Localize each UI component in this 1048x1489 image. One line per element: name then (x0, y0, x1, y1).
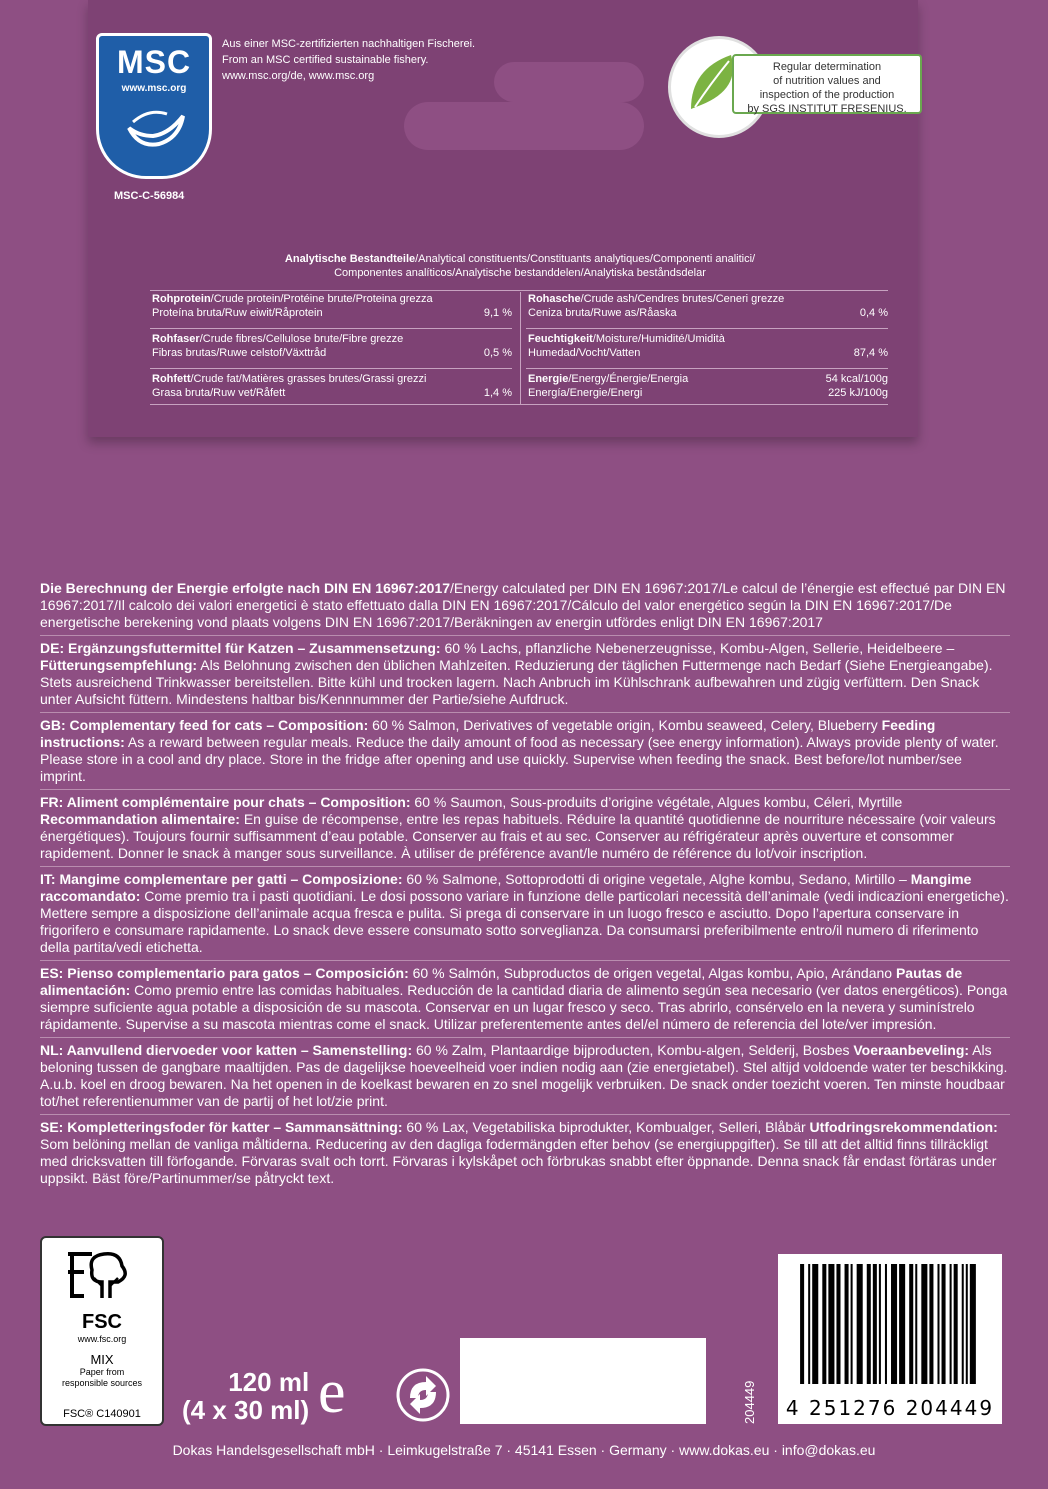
nutrient-value: 1,4 % (483, 387, 512, 399)
table-rule (526, 328, 888, 329)
nutrient-translations: /Crude fat/Matières grasses brutes/Grassi grezzi (190, 373, 427, 385)
barcode-bar (942, 1264, 946, 1384)
nutrient-translations-2: Grasa bruta/Ruw vet/Råfett (152, 387, 286, 399)
para-text: 60 % Salmone, Sottoprodotti di origine vegetale, Alghe kombu, Sedano, Mirtillo – (402, 871, 911, 887)
analytic-heading (240, 252, 800, 280)
para-bold: GB: Complementary feed for cats – Composition: (40, 717, 369, 733)
msc-code: MSC-C-56984 (114, 190, 185, 202)
nutrient-translations: /Crude ash/Cendres brutes/Ceneri grezze (580, 293, 785, 305)
volume-portions: (4 x 30 ml) (182, 1395, 310, 1425)
para-text: Als Belohnung zwischen den üblichen Mahlzeiten. Reduzierung der täglichen Futtermenge nach Bedarf (Siehe Energieangabe). Stets ausreichend Trinkwasser bereitstellen. Bitte kühl und trocken lagern. Nach Anbruch im Kühlschrank aufbewahren und zügig verfüttern. Den Snack unter Aufsicht füttern. Mindestens haltbar bis/Kennnummer der Partie/siehe Aufdruck. (40, 657, 993, 707)
sgs-badge (668, 36, 950, 132)
nutrient-value: 54 kcal/100g (825, 373, 888, 385)
volume-total: 120 ml (228, 1367, 310, 1397)
barcode-bar (822, 1264, 826, 1384)
nutrient-translations-2: Fibras brutas/Ruwe celstof/Växttråd (152, 347, 327, 359)
lang-paragraph-es (40, 965, 1010, 1038)
table-divider (520, 292, 521, 404)
para-bold: Voeraanbeveling: (853, 1042, 970, 1058)
lot-number (742, 1340, 762, 1430)
nutrient-row (152, 372, 512, 400)
para-bold: ES: Pienso complementario para gatos – Composición: (40, 965, 409, 981)
barcode-bar (921, 1264, 927, 1384)
barcode-bar (970, 1264, 976, 1384)
nutrient-translations: /Crude protein/Protéine brute/Proteina grezza (210, 293, 433, 305)
nutrient-value-kj: 225 kJ/100g (828, 387, 888, 399)
para-text: 60 % Lax, Vegetabiliska biprodukter, Kombualger, Selleri, Blåbär (402, 1119, 810, 1135)
nutrient-name: Rohfett (152, 373, 191, 385)
fsc-tree-icon (62, 1246, 142, 1304)
para-bold: NL: Aanvullend diervoeder voor katten – Samenstelling: (40, 1042, 413, 1058)
barcode-bar (954, 1264, 958, 1384)
analytic-heading-line2: Componentes analíticos/Analytische bestanddelen/Analytiska beståndsdelar (334, 267, 706, 279)
barcode-bar (800, 1264, 804, 1384)
para-bold: IT: Mangime complementare per gatti – Composizione: (40, 871, 403, 887)
para-text: As a reward between regular meals. Reduce the daily amount of food as necessary (see energy information). Always provide plenty of water. Please store in a cool and dry place. Store in the fridge after opening and use quickly. Supervise when feeding the snack. Best before/lot number/see imprint. (40, 734, 999, 784)
msc-logo-text: MSC (116, 44, 192, 80)
table-rule (150, 404, 888, 405)
barcode-bar (812, 1264, 818, 1384)
nutrient-translations: /Energy/Énergie/Energia (568, 373, 689, 385)
para-text: Som belöning mellan de vanliga måltiderna. Reducering av den dagliga fodermängden efter behov (se energiuppgifter). Se till att det alltid finns tillräckligt med dricksvatten till förfogande. Förvaras svalt och torrt. Förvaras i kylskåpet och förbrukas snabbt efter öppnande. Denna snack får endast förtäras under uppsikt. Bäst före/Partinummer/se påtryckt text. (40, 1136, 997, 1186)
msc-logo-url: www.msc.org (121, 83, 187, 94)
nutrient-name: Rohprotein (152, 293, 211, 305)
fsc-sub: responsible sources (61, 1378, 143, 1388)
barcode-bar (836, 1264, 840, 1384)
sgs-line: by SGS INSTITUT FRESENIUS. (747, 103, 907, 115)
para-text: /Energy calculated per DIN EN 16967:2017/Le calcul de l’énergie est effectué par DIN EN 16967:2017/Il calcolo dei valori energetici è stato effettuato dalla DIN EN 16967:2017/Cálculo del valor energético según la DIN EN 16967:2017/De energetische berekening vond plaats volgens DIN EN 16967:2017/Beräkningen av energin utfördes enligt DIN EN 16967:2017 (40, 580, 1006, 630)
nutrient-name: Feuchtigkeit (528, 333, 593, 345)
fsc-url: www.fsc.org (77, 1334, 127, 1344)
fsc-code: FSC® C140901 (63, 1408, 141, 1420)
lang-paragraph-de (40, 640, 1010, 713)
barcode (778, 1254, 1002, 1424)
analytic-heading-rest: /Analytical constituents/Constituants analytiques/Componenti analitici/ (415, 253, 756, 265)
e-mark-icon: e (318, 1358, 346, 1426)
barcode-bars (792, 1264, 988, 1384)
para-bold: FR: Aliment complémentaire pour chats – Composition: (40, 794, 411, 810)
product-description (40, 580, 1010, 1195)
barcode-bar (891, 1264, 897, 1384)
analytic-heading-bold: Analytische Bestandteile (284, 253, 416, 265)
msc-logo (96, 33, 212, 179)
msc-line: www.msc.org/de, www.msc.org (222, 70, 375, 82)
barcode-bar (879, 1264, 881, 1384)
sgs-line: inspection of the production (759, 89, 895, 101)
fsc-sub: Paper from (79, 1367, 125, 1377)
para-bold: Mangime raccomandato: (40, 871, 972, 904)
fsc-label (40, 1236, 164, 1426)
para-bold: Recommandation alimentaire: (40, 811, 240, 827)
nutrient-name: Rohasche (528, 293, 581, 305)
table-rule (150, 368, 512, 369)
para-bold: Pautas de alimentación: (40, 965, 963, 998)
sgs-line: Regular determination (772, 61, 882, 73)
nutrient-row (528, 332, 888, 360)
table-rule (150, 328, 512, 329)
para-text: 60 % Zalm, Plantaardige bijproducten, Kombu-algen, Selderij, Bosbes (412, 1042, 854, 1058)
sgs-text (732, 54, 922, 114)
nutrient-translations-2: Humedad/Vocht/Vatten (528, 347, 641, 359)
fsc-mix: MIX (90, 1352, 114, 1367)
barcode-bar (909, 1264, 913, 1384)
nutrient-value: 0,4 % (859, 307, 888, 319)
nutrient-translations: /Moisture/Humidité/Umidità (592, 333, 725, 345)
para-bold: SE: Kompletteringsfoder för katter – Sammansättning: (40, 1119, 403, 1135)
nutrient-translations-2: Proteína bruta/Ruw eiwit/Råprotein (152, 307, 323, 319)
para-text: 60 % Salmon, Derivatives of vegetable origin, Kombu seaweed, Celery, Blueberry (368, 717, 882, 733)
nutrient-name: Energie (528, 373, 569, 385)
para-text: 60 % Lachs, pflanzliche Nebenerzeugnisse, Kombu-Algen, Sellerie, Heidelbeere – (440, 640, 955, 656)
barcode-number: 4 251276 204449 (785, 1396, 995, 1420)
energy-paragraph (40, 580, 1010, 636)
lot-number-text: 204449 (742, 1380, 757, 1424)
nutrient-row (152, 332, 512, 360)
barcode-bar (873, 1264, 877, 1384)
nutrient-translations-2: Ceniza bruta/Ruwe as/Råaska (528, 307, 677, 319)
nutrient-row (528, 372, 888, 400)
barcode-bar (937, 1264, 939, 1384)
green-dot-icon (396, 1368, 450, 1422)
barcode-bar (929, 1264, 933, 1384)
para-text: Como premio entre las comidas habituales. Reducción de la cantidad diaria de alimento según sea necesario (ver datos energéticos). Ponga siempre suficiente agua potable a disposición de su mascota. Conservar en un lugar fresco y seco. Tras abrirlo, consérvelo en la nevera y suminístrelo rápidamente. Supervise a su mascota mientras come el snack. Utilizar preferentemente antes del/el número de referencia del lote/ver impresión. (40, 982, 1008, 1032)
lang-paragraph-it (40, 871, 1010, 961)
para-bold: Die Berechnung der Energie erfolgte nach DIN EN 16967:2017 (40, 580, 451, 596)
print-area (460, 1338, 706, 1424)
hang-slot-lower (404, 102, 644, 150)
lang-paragraph-gb (40, 717, 1010, 790)
fsc-name: FSC (82, 1311, 122, 1333)
hang-slot (494, 62, 644, 102)
nutrient-name: Rohfaser (152, 333, 200, 345)
para-text: 60 % Saumon, Sous-produits d’origine végétale, Algues kombu, Céleri, Myrtille (410, 794, 903, 810)
para-bold: Utfodringsrekommendation: (809, 1119, 998, 1135)
nutrient-translations-2: Energía/Energie/Energi (528, 387, 643, 399)
lang-paragraph-nl (40, 1042, 1010, 1115)
para-bold: Fütterungsempfehlung: (40, 657, 198, 673)
msc-fish-icon (119, 98, 189, 160)
barcode-bar (808, 1264, 810, 1384)
nutrient-value: 87,4 % (853, 347, 888, 359)
para-bold: DE: Ergänzungsfuttermittel für Katzen – Zusammensetzung: (40, 640, 441, 656)
lang-paragraph-se (40, 1119, 1010, 1191)
lang-paragraph-fr (40, 794, 1010, 867)
msc-line: From an MSC certified sustainable fishery. (222, 54, 429, 66)
volume (182, 1368, 309, 1424)
nutrient-value: 9,1 % (483, 307, 512, 319)
table-rule (526, 368, 888, 369)
msc-statement (222, 36, 475, 84)
barcode-bar (867, 1264, 871, 1384)
barcode-bar (828, 1264, 834, 1384)
table-rule (150, 290, 888, 291)
barcode-bar (950, 1264, 952, 1384)
barcode-bar (962, 1264, 964, 1384)
barcode-bar (915, 1264, 917, 1384)
msc-line: Aus einer MSC-zertifizierten nachhaltigen Fischerei. (222, 38, 476, 50)
barcode-bar (845, 1264, 849, 1384)
para-bold: Feeding instructions: (40, 717, 936, 750)
para-text: En guise de récompense, entre les repas habituels. Réduire la quantité quotidienne de nourriture nécessaire (voir valeurs énergétiques). Toujours fournir suffisamment d’eau potable. Conserver au frais et au sec. Conserver au réfrigérateur après ouverture et consommer rapidement. Donner le snack à manger sous surveillance. À utiliser de préférence avant/le numéro de référence du lot/voir inscription. (40, 811, 996, 861)
barcode-bar (851, 1264, 853, 1384)
nutrient-row (152, 292, 512, 320)
nutrient-translations: /Crude fibres/Cellulose brute/Fibre grezze (199, 333, 404, 345)
para-text: Als beloning tussen de gangbare maaltijden. Pas de dagelijkse hoeveelheid voer indien nodig aan (zie energietabel). Stel altijd voldoende water ter beschikking. A.u.b. koel en droog bewaren. Na het openen in de koelkast bewaren en zo snel mogelijk verbruiken. De snack onder toezicht voeren. Ten minste houdbaar tot/het referentienummer van de partij of het lot/zie print. (40, 1042, 1008, 1109)
nutrient-value: 0,5 % (483, 347, 512, 359)
nutrient-row (528, 292, 888, 320)
sgs-line: of nutrition values and (773, 75, 881, 87)
barcode-bar (885, 1264, 887, 1384)
barcode-bar (966, 1264, 968, 1384)
para-text: Come premio tra i pasti quotidiani. Le dosi possono variare in funzione delle particolari necessità dell’animale (vedi indicazioni energetiche). Mettere sempre a disposizione dell’animale acqua fresca e pulita. Si prega di conservare in un luogo fresco e asciutto. Dopo l’apertura conservare in frigorifero e consumare rapidamente. Lo snack deve essere consumato sotto sorveglianza. Da consumarsi preferibilmente entro/il numero di riferimento della partita/vedi etichetta. (40, 888, 1009, 955)
barcode-bar (857, 1264, 863, 1384)
barcode-bar (899, 1264, 905, 1384)
para-text: 60 % Salmón, Subproductos de origen vegetal, Algas kombu, Apio, Arándano (408, 965, 896, 981)
company-footer: Dokas Handelsgesellschaft mbH · Leimkugelstraße 7 · 45141 Essen · Germany · www.dokas.eu · info@dokas.eu (172, 1442, 876, 1458)
